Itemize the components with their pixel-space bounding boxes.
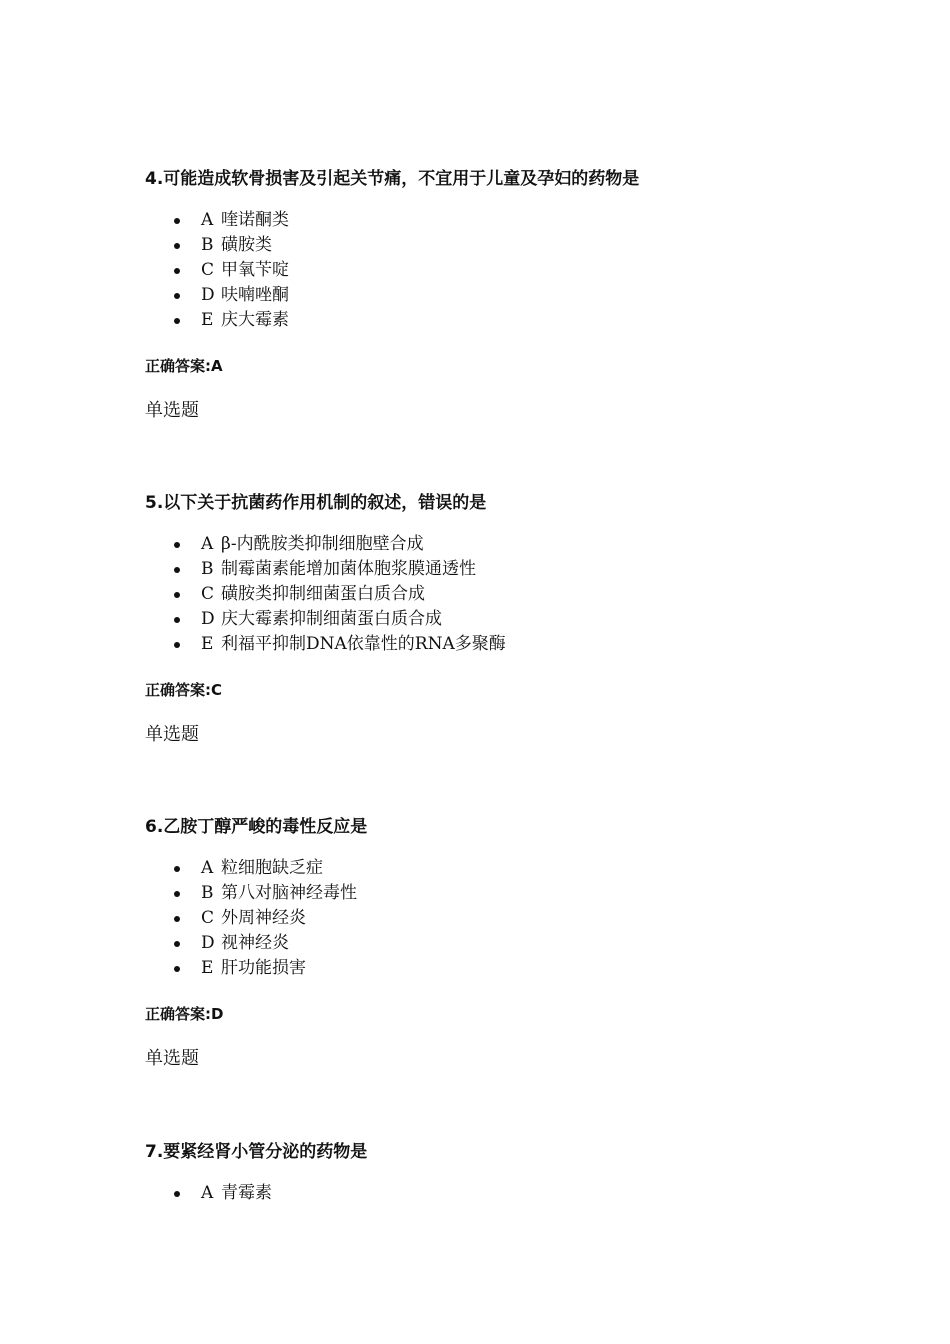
option-text: 喹诺酮类 (221, 210, 289, 230)
correct-answer: 正确答案:C (145, 681, 223, 699)
question-title: 4.可能造成软骨损害及引起关节痛，不宜用于儿童及孕妇的药物是 (145, 169, 640, 189)
question-title: 6.乙胺丁醇严峻的毒性反应是 (145, 817, 368, 837)
option-d (145, 283, 905, 308)
option-c (145, 906, 905, 931)
question-7 (145, 1141, 905, 1206)
option-letter: A (201, 858, 214, 878)
bullet-icon (174, 318, 180, 324)
option-d (145, 607, 905, 632)
question-type: 单选题 (145, 400, 199, 421)
bullet-icon (174, 866, 180, 872)
bullet-icon (174, 293, 180, 299)
option-letter: A (201, 1183, 214, 1203)
option-letter: D (201, 609, 215, 629)
option-c (145, 258, 905, 283)
option-c (145, 582, 905, 607)
option-text: 利福平抑制DNA依靠性的RNA多聚酶 (221, 634, 506, 654)
bullet-icon (174, 268, 180, 274)
option-text: 第八对脑神经毒性 (221, 883, 357, 903)
bullet-icon (174, 243, 180, 249)
option-text: 视神经炎 (221, 933, 289, 953)
option-list (145, 208, 905, 333)
bullet-icon (174, 218, 180, 224)
option-letter: B (201, 883, 214, 903)
option-letter: C (201, 584, 215, 604)
bullet-icon (174, 891, 180, 897)
option-letter: A (201, 534, 214, 554)
option-letter: E (201, 310, 214, 330)
option-list (145, 856, 905, 981)
correct-answer: 正确答案:A (145, 357, 223, 375)
option-text: 制霉菌素能增加菌体胞浆膜通透性 (221, 559, 476, 579)
option-text: 庆大霉素 (221, 310, 289, 330)
option-letter: C (201, 908, 215, 928)
correct-answer: 正确答案:D (145, 1005, 224, 1023)
option-a (145, 1181, 905, 1206)
question-6 (145, 816, 905, 1071)
option-letter: B (201, 559, 214, 579)
option-b (145, 881, 905, 906)
option-text: 磺胺类 (221, 235, 272, 255)
question-type: 单选题 (145, 724, 199, 745)
option-text: 外周神经炎 (221, 908, 306, 928)
bullet-icon (174, 567, 180, 573)
option-letter: E (201, 958, 214, 978)
bullet-icon (174, 642, 180, 648)
option-text: 肝功能损害 (221, 958, 306, 978)
bullet-icon (174, 916, 180, 922)
option-d (145, 931, 905, 956)
bullet-icon (174, 1191, 180, 1197)
option-letter: D (201, 285, 215, 305)
question-4 (145, 168, 905, 423)
question-title: 7.要紧经肾小管分泌的药物是 (145, 1142, 368, 1162)
option-e (145, 632, 905, 657)
option-letter: A (201, 210, 214, 230)
option-a (145, 856, 905, 881)
option-text: 甲氧苄啶 (221, 260, 289, 280)
question-5 (145, 492, 905, 747)
bullet-icon (174, 542, 180, 548)
option-a (145, 532, 905, 557)
option-e (145, 956, 905, 981)
option-letter: C (201, 260, 215, 280)
option-list (145, 1181, 905, 1206)
option-e (145, 308, 905, 333)
option-letter: E (201, 634, 214, 654)
option-b (145, 233, 905, 258)
option-text: 庆大霉素抑制细菌蛋白质合成 (221, 609, 442, 629)
option-a (145, 208, 905, 233)
option-letter: D (201, 933, 215, 953)
question-title: 5.以下关于抗菌药作用机制的叙述，错误的是 (145, 493, 487, 513)
bullet-icon (174, 617, 180, 623)
option-text: 呋喃唑酮 (221, 285, 289, 305)
option-text: 粒细胞缺乏症 (221, 858, 323, 878)
bullet-icon (174, 966, 180, 972)
option-list (145, 532, 905, 657)
option-text: 磺胺类抑制细菌蛋白质合成 (221, 584, 425, 604)
option-b (145, 557, 905, 582)
question-type: 单选题 (145, 1048, 199, 1069)
bullet-icon (174, 592, 180, 598)
option-text: 青霉素 (221, 1183, 272, 1203)
option-letter: B (201, 235, 214, 255)
option-text: β-内酰胺类抑制细胞壁合成 (221, 534, 424, 554)
bullet-icon (174, 941, 180, 947)
